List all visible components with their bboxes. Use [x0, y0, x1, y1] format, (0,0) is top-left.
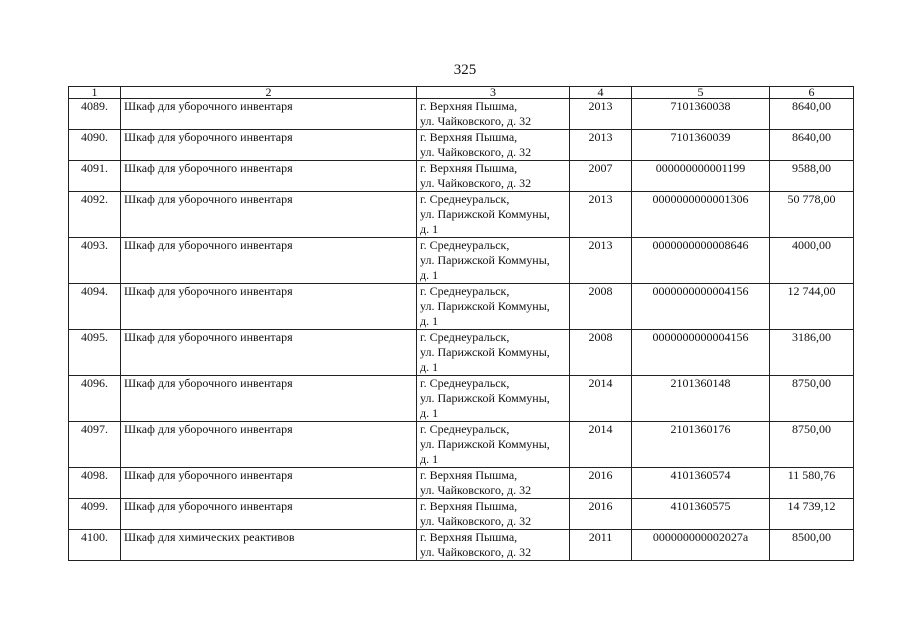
column-header-5: 5 [632, 87, 770, 99]
inventory-number: 2101360176 [632, 422, 770, 468]
item-address [417, 499, 570, 530]
address-line: г. Верхняя Пышма, [420, 99, 518, 113]
table-row [69, 192, 854, 238]
cost-cell: 8640,00 [770, 99, 854, 130]
column-header-4: 4 [570, 87, 632, 99]
column-number-row [69, 87, 854, 99]
year-cell: 2013 [570, 130, 632, 161]
cost-cell: 9588,00 [770, 161, 854, 192]
table-row [69, 468, 854, 499]
column-header-3: 3 [417, 87, 570, 99]
inventory-number: 7101360039 [632, 130, 770, 161]
inventory-number: 2101360148 [632, 376, 770, 422]
table-row [69, 238, 854, 284]
item-name: Шкаф для уборочного инвентаря [121, 422, 417, 468]
address-line: ул. Чайковского, д. 32 [420, 145, 532, 159]
address-line: ул. Парижской Коммуны, [420, 345, 550, 359]
address-line: ул. Чайковского, д. 32 [420, 114, 532, 128]
inventory-number: 7101360038 [632, 99, 770, 130]
year-cell: 2007 [570, 161, 632, 192]
address-line: д. 1 [420, 268, 439, 282]
row-number: 4098. [69, 468, 121, 499]
item-name: Шкаф для уборочного инвентаря [121, 192, 417, 238]
row-number: 4096. [69, 376, 121, 422]
column-header-6: 6 [770, 87, 854, 99]
item-address [417, 468, 570, 499]
item-address [417, 192, 570, 238]
item-name: Шкаф для уборочного инвентаря [121, 376, 417, 422]
address-line: ул. Чайковского, д. 32 [420, 514, 532, 528]
table-row [69, 422, 854, 468]
year-cell: 2008 [570, 330, 632, 376]
table-row [69, 161, 854, 192]
inventory-number: 0000000000004156 [632, 284, 770, 330]
row-number: 4091. [69, 161, 121, 192]
item-address [417, 238, 570, 284]
item-address [417, 130, 570, 161]
inventory-number: 000000000001199 [632, 161, 770, 192]
year-cell: 2013 [570, 192, 632, 238]
table-row [69, 99, 854, 130]
table-row [69, 376, 854, 422]
address-line: ул. Парижской Коммуны, [420, 437, 550, 451]
item-address [417, 530, 570, 561]
property-register-table [68, 86, 854, 561]
address-line: д. 1 [420, 314, 439, 328]
item-address [417, 330, 570, 376]
address-line: г. Верхняя Пышма, [420, 499, 518, 513]
register-body [69, 99, 854, 561]
address-line: г. Среднеуральск, [420, 330, 510, 344]
row-number: 4089. [69, 99, 121, 130]
address-line: г. Верхняя Пышма, [420, 130, 518, 144]
item-name: Шкаф для уборочного инвентаря [121, 99, 417, 130]
year-cell: 2014 [570, 376, 632, 422]
cost-cell: 12 744,00 [770, 284, 854, 330]
year-cell: 2013 [570, 99, 632, 130]
cost-cell: 8500,00 [770, 530, 854, 561]
cost-cell: 3186,00 [770, 330, 854, 376]
item-name: Шкаф для уборочного инвентаря [121, 330, 417, 376]
address-line: ул. Парижской Коммуны, [420, 253, 550, 267]
address-line: ул. Парижской Коммуны, [420, 299, 550, 313]
address-line: г. Среднеуральск, [420, 192, 510, 206]
item-address [417, 99, 570, 130]
page-number: 325 [453, 62, 477, 78]
item-name: Шкаф для уборочного инвентаря [121, 161, 417, 192]
table-row [69, 330, 854, 376]
inventory-number: 4101360575 [632, 499, 770, 530]
cost-cell: 11 580,76 [770, 468, 854, 499]
item-address [417, 161, 570, 192]
item-name: Шкаф для уборочного инвентаря [121, 468, 417, 499]
year-cell: 2011 [570, 530, 632, 561]
inventory-number: 0000000000001306 [632, 192, 770, 238]
item-name: Шкаф для уборочного инвентаря [121, 130, 417, 161]
year-cell: 2013 [570, 238, 632, 284]
table-row [69, 530, 854, 561]
cost-cell: 8750,00 [770, 376, 854, 422]
cost-cell: 4000,00 [770, 238, 854, 284]
address-line: д. 1 [420, 406, 439, 420]
row-number: 4090. [69, 130, 121, 161]
address-line: г. Среднеуральск, [420, 422, 510, 436]
row-number: 4093. [69, 238, 121, 284]
address-line: ул. Чайковского, д. 32 [420, 176, 532, 190]
year-cell: 2014 [570, 422, 632, 468]
year-cell: 2008 [570, 284, 632, 330]
item-name: Шкаф для уборочного инвентаря [121, 499, 417, 530]
address-line: ул. Парижской Коммуны, [420, 391, 550, 405]
year-cell: 2016 [570, 468, 632, 499]
inventory-number: 000000000002027а [632, 530, 770, 561]
column-header-2: 2 [121, 87, 417, 99]
item-name: Шкаф для уборочного инвентаря [121, 284, 417, 330]
address-line: г. Верхняя Пышма, [420, 468, 518, 482]
table-row [69, 130, 854, 161]
table-row [69, 499, 854, 530]
row-number: 4092. [69, 192, 121, 238]
address-line: ул. Парижской Коммуны, [420, 207, 550, 221]
address-line: г. Среднеуральск, [420, 376, 510, 390]
address-line: д. 1 [420, 222, 439, 236]
inventory-number: 0000000000004156 [632, 330, 770, 376]
address-line: ул. Чайковского, д. 32 [420, 545, 532, 559]
cost-cell: 50 778,00 [770, 192, 854, 238]
column-header-1: 1 [69, 87, 121, 99]
inventory-number: 0000000000008646 [632, 238, 770, 284]
row-number: 4095. [69, 330, 121, 376]
item-address [417, 422, 570, 468]
address-line: ул. Чайковского, д. 32 [420, 483, 532, 497]
table-row [69, 284, 854, 330]
address-line: д. 1 [420, 360, 439, 374]
address-line: г. Среднеуральск, [420, 238, 510, 252]
address-line: г. Верхняя Пышма, [420, 530, 518, 544]
inventory-number: 4101360574 [632, 468, 770, 499]
cost-cell: 8750,00 [770, 422, 854, 468]
cost-cell: 8640,00 [770, 130, 854, 161]
row-number: 4100. [69, 530, 121, 561]
item-name: Шкаф для химических реактивов [121, 530, 417, 561]
row-number: 4099. [69, 499, 121, 530]
item-address [417, 284, 570, 330]
item-name: Шкаф для уборочного инвентаря [121, 238, 417, 284]
item-address [417, 376, 570, 422]
address-line: д. 1 [420, 452, 439, 466]
address-line: г. Верхняя Пышма, [420, 161, 518, 175]
row-number: 4094. [69, 284, 121, 330]
address-line: г. Среднеуральск, [420, 284, 510, 298]
cost-cell: 14 739,12 [770, 499, 854, 530]
year-cell: 2016 [570, 499, 632, 530]
row-number: 4097. [69, 422, 121, 468]
